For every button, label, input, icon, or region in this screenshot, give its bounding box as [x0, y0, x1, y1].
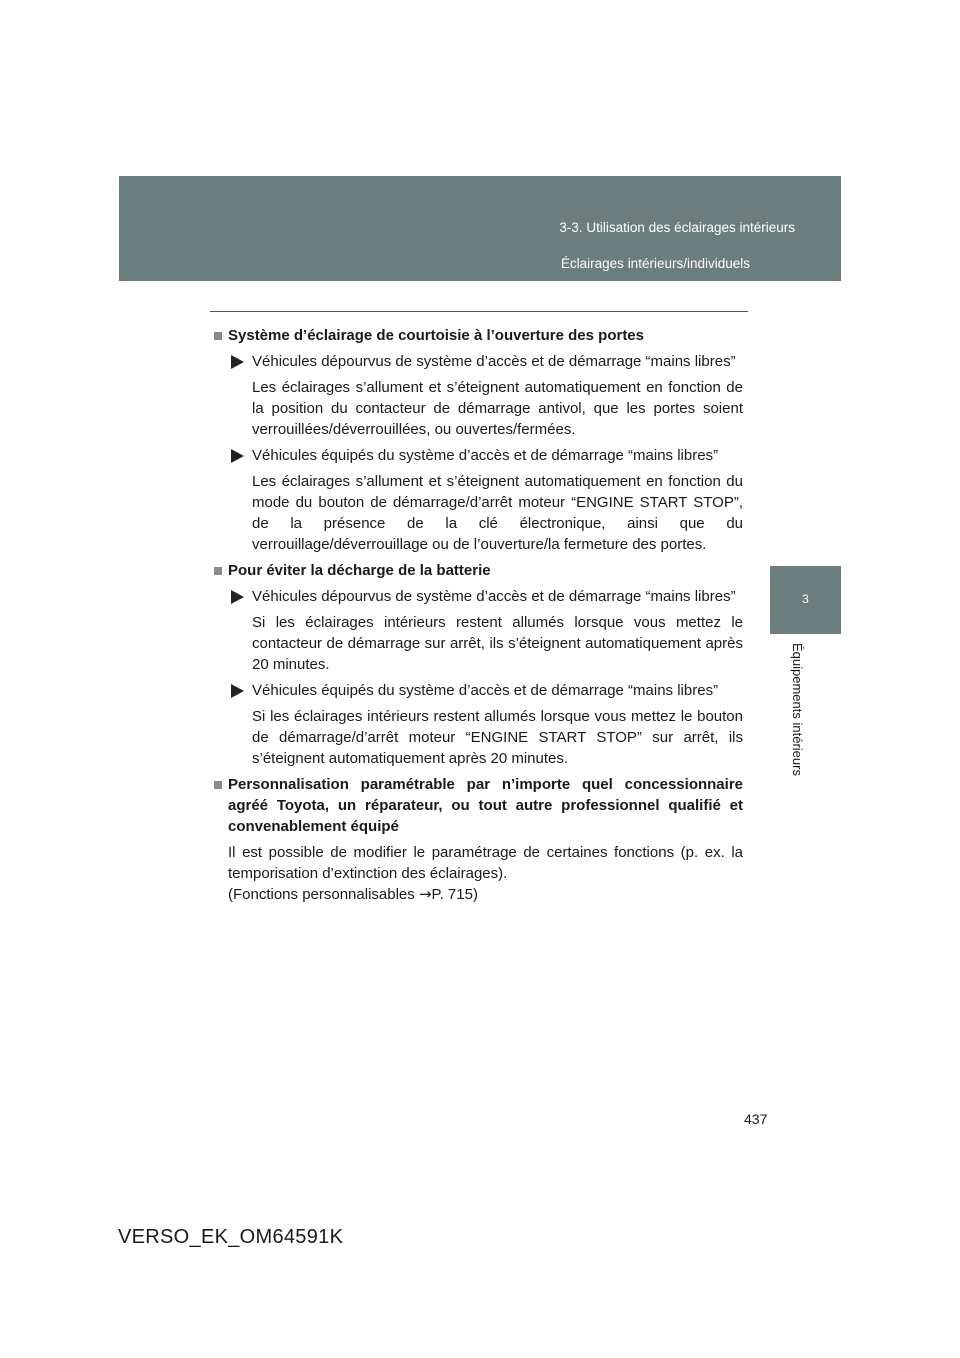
page-number: 437: [744, 1111, 768, 1127]
bullet-text: Véhicules équipés du système d’accès et de démarrage “mains libres”: [252, 447, 719, 464]
chapter-side-label: Équipements intérieurs: [790, 643, 805, 776]
paragraph: Il est possible de modifier le paramétrage de certaines fonctions (p. ex. la temporisation d’extinction des éclairages). (Fonctions personnalisables →P. 715): [228, 844, 743, 903]
header-subsection-title: Éclairages intérieurs/individuels: [560, 256, 750, 271]
paragraph: Si les éclairages intérieurs restent allumés lorsque vous mettez le contacteur de démarrage sur arrêt, ils s’éteignent automatiquement après 20 minutes.: [252, 614, 743, 673]
chapter-tab: [770, 566, 841, 634]
section-heading: Système d’éclairage de courtoisie à l’ouverture des portes: [214, 325, 743, 346]
paragraph: Les éclairages s’allument et s’éteignent automatiquement en fonction du mode du bouton de démarrage/d’arrêt moteur “ENGINE START STOP”, de la présence de la clé électronique, ainsi que du verrouillage/déverrouillage ou de l’ouverture/la fermeture des portes.: [252, 473, 743, 553]
paragraph: Si les éclairages intérieurs restent allumés lorsque vous mettez le bouton de démarrage/d’arrêt moteur “ENGINE START STOP” sur arrêt, ils s’éteignent automatiquement après 20 minutes.: [252, 708, 743, 767]
section-heading: Personnalisation paramétrable par n’importe quel concessionnaire agréé Toyota, un réparateur, ou tout autre professionnel qualifié et convenablement équipé: [214, 774, 743, 837]
paragraph: Les éclairages s’allument et s’éteignent automatiquement en fonction de la position du contacteur de démarrage antivol, que les portes soient verrouillées/déverrouillées, ou ouvertes/fermées.: [252, 379, 743, 438]
square-bullet-icon: [214, 781, 222, 789]
bullet-item: [231, 445, 743, 466]
bullet-item: [231, 586, 743, 607]
section-heading: Pour éviter la décharge de la batterie: [214, 560, 743, 581]
triangle-bullet-icon: [231, 684, 244, 698]
triangle-bullet-icon: [231, 355, 244, 369]
triangle-bullet-icon: [231, 449, 244, 463]
bullet-item: [231, 351, 743, 372]
chapter-number: 3: [802, 592, 809, 606]
page-reference-link[interactable]: P. 715): [431, 886, 478, 903]
triangle-bullet-icon: [231, 590, 244, 604]
bullet-text: Véhicules dépourvus de système d’accès et de démarrage “mains libres”: [252, 353, 736, 370]
header-section-title: 3-3. Utilisation des éclairages intérieurs: [559, 220, 795, 235]
bullet-text: Véhicules dépourvus de système d’accès et de démarrage “mains libres”: [252, 588, 736, 605]
main-content: [214, 325, 743, 905]
top-divider: [210, 311, 748, 312]
square-bullet-icon: [214, 567, 222, 575]
bullet-item: [231, 680, 743, 701]
bullet-text: Véhicules équipés du système d’accès et de démarrage “mains libres”: [252, 682, 719, 699]
header-band: [119, 176, 841, 281]
arrow-right-icon: →: [418, 885, 432, 903]
document-code: VERSO_EK_OM64591K: [118, 1226, 344, 1248]
square-bullet-icon: [214, 332, 222, 340]
